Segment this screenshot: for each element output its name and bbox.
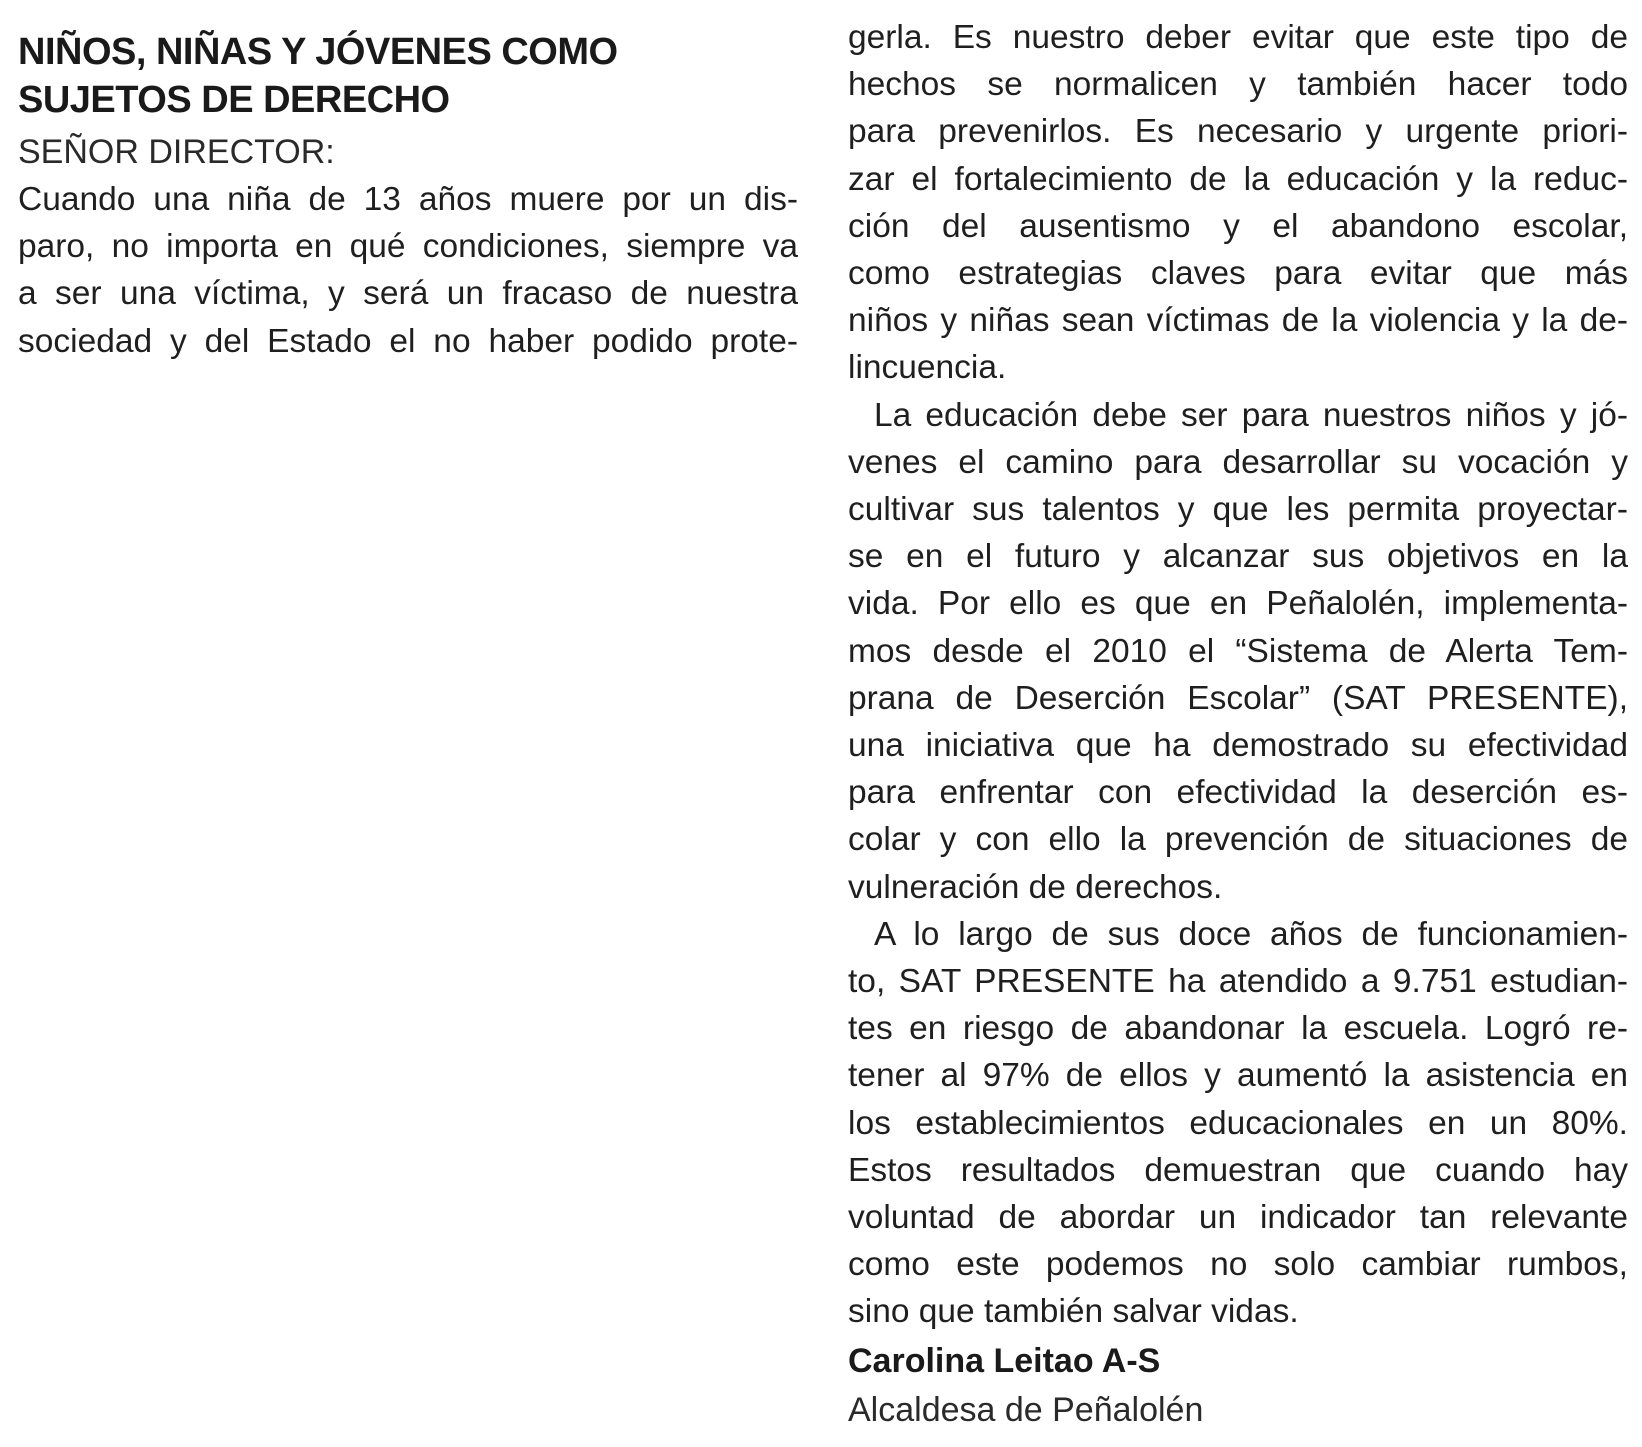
text-line: sino que también salvar vidas.	[848, 1293, 1299, 1331]
text-line: Estos resultados demuestran que cuando hay	[848, 1151, 1628, 1189]
text-line: paro, no importa en qué condiciones, siempre va	[18, 228, 798, 266]
text-line: hechos se normalicen y también hacer todo	[848, 66, 1628, 104]
headline-line-2: SUJETOS DE DERECHO	[18, 79, 450, 121]
text-line: tes en riesgo de abandonar la escuela. Logró re-	[848, 1010, 1628, 1048]
paragraph-2	[848, 392, 1628, 911]
text-line: vida. Por ello es que en Peñalolén, implementa-	[848, 585, 1628, 623]
text-line: zar el fortalecimiento de la educación y la reduc-	[848, 160, 1628, 198]
text-line: para prevenirlos. Es necesario y urgente priori-	[848, 113, 1628, 151]
text-line: venes el camino para desarrollar su vocación y	[848, 443, 1628, 481]
text-line: sociedad y del Estado el no haber podido prote-	[18, 322, 798, 360]
text-line: La educación debe ser para nuestros niños y jó-	[874, 396, 1628, 434]
text-line: como estrategias claves para evitar que más	[848, 255, 1628, 293]
signature-role: Alcaldesa de Peñalolén	[848, 1390, 1204, 1429]
text-line: se en el futuro y alcanzar sus objetivos en la	[848, 538, 1628, 576]
letter-headline	[18, 28, 798, 124]
text-line: tener al 97% de ellos y aumentó la asistencia en	[848, 1057, 1628, 1095]
text-line: to, SAT PRESENTE ha atendido a 9.751 estudian-	[848, 963, 1628, 1001]
text-line: Cuando una niña de 13 años muere por un dis-	[18, 181, 798, 218]
signature-block	[848, 1336, 1628, 1434]
text-line: los establecimientos educacionales en un 80%.	[848, 1104, 1628, 1142]
paragraph-3	[848, 911, 1628, 1336]
text-line: como este podemos no solo cambiar rumbos,	[848, 1246, 1628, 1284]
text-line: lincuencia.	[848, 349, 1007, 387]
text-line: voluntad de abordar un indicador tan relevante	[848, 1199, 1628, 1237]
text-line: vulneración de derechos.	[848, 868, 1223, 906]
text-line: una iniciativa que ha demostrado su efectividad	[848, 727, 1628, 765]
headline-line-1: NIÑOS, NIÑAS Y JÓVENES COMO	[18, 31, 618, 73]
text-line: para enfrentar con efectividad la deserción es-	[848, 774, 1628, 812]
text-line: colar y con ello la prevención de situaciones de	[848, 821, 1628, 859]
text-line: a ser una víctima, y será un fracaso de nuestra	[18, 275, 798, 313]
text-line: cultivar sus talentos y que les permita proyectar-	[848, 491, 1628, 529]
text-line: mos desde el 2010 el “Sistema de Alerta Tem-	[848, 632, 1628, 670]
text-line: ción del ausentismo y el abandono escolar,	[848, 207, 1628, 245]
text-line: gerla. Es nuestro deber evitar que este tipo de	[848, 19, 1628, 56]
left-column	[18, 0, 798, 365]
text-line: niños y niñas sean víctimas de la violencia y la de-	[848, 302, 1628, 340]
paragraph-1	[848, 14, 1628, 392]
right-column	[848, 0, 1628, 1434]
text-line: prana de Deserción Escolar” (SAT PRESENTE),	[848, 679, 1628, 717]
opening-paragraph	[18, 176, 798, 365]
text-line: A lo largo de sus doce años de funcionamien-	[874, 915, 1628, 953]
signature-name: Carolina Leitao A-S	[848, 1341, 1161, 1380]
salutation: SEÑOR DIRECTOR:	[18, 133, 335, 171]
